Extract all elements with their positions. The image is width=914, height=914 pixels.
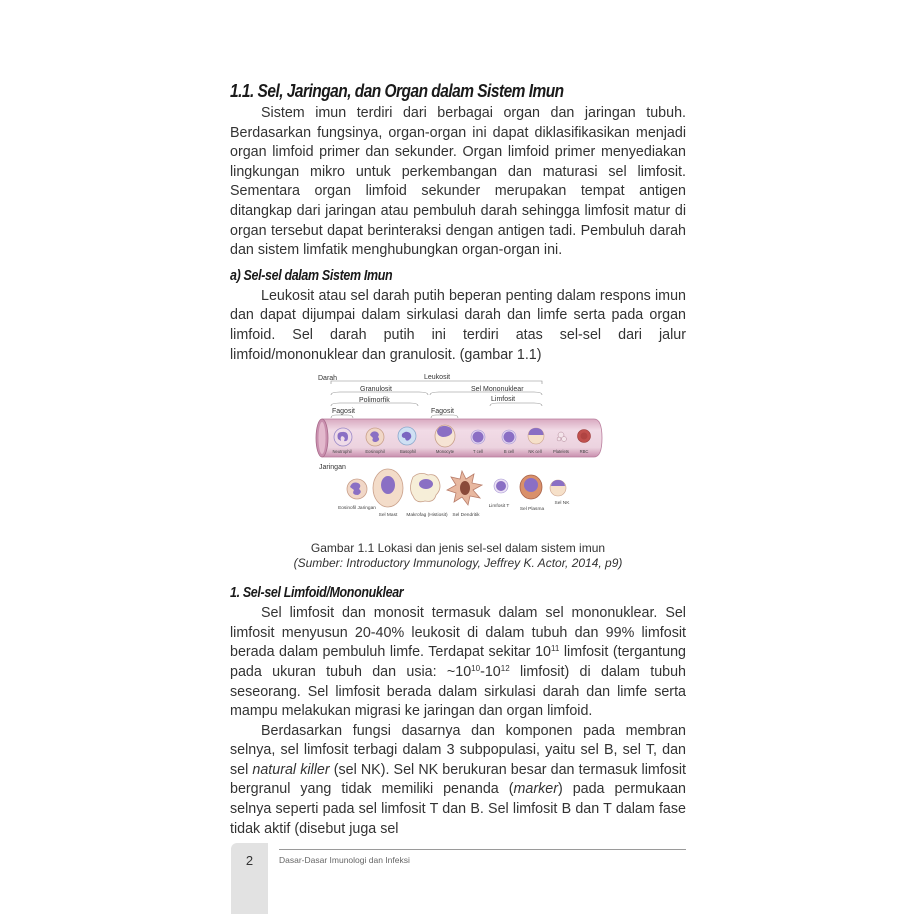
p1-text-a: Sel limfosit dan monosit termasuk dalam sel mononuklear. Sel limfosit menyusun 20-40% leukosit di dalam tubuh dan 99% limfosit berada dalam pembuluh limfe. Terdapat sekitar 10 <box>230 605 686 661</box>
bracket-fagosit-2 <box>431 415 458 418</box>
label-darah: Darah <box>318 375 338 383</box>
label-monocyte: Monocyte <box>435 449 455 455</box>
p1-text-b: limfosit (tergantung pada ukuran tubuh dan usia: ~10 <box>230 644 686 680</box>
figure-caption <box>230 541 686 571</box>
subsection-a-title: a) Sel-sel dalam Sistem Imun <box>230 267 393 284</box>
bracket-fagosit-1 <box>331 415 353 418</box>
cell-monocyte <box>435 425 455 447</box>
label-limfosit: Limfosit <box>491 396 516 404</box>
cell-neutrophil <box>334 428 352 446</box>
p2-text-b: (sel NK). Sel NK berukuran besar dan termasuk limfosit bergranul yang tidak memiliki penanda ( <box>230 761 686 798</box>
cell-makrofag <box>411 474 441 502</box>
label-fagosit-2: Fagosit <box>431 408 454 416</box>
label-eosinofil-jaringan: Eosinofil Jaringan <box>338 506 376 512</box>
cell-nk-cell <box>528 428 544 444</box>
label-rbc: RBC <box>579 449 589 455</box>
bracket-leukosit <box>331 381 542 384</box>
cell-eosinofil-jaringan <box>347 479 367 499</box>
label-granulosit: Granulosit <box>360 386 392 394</box>
caption-text: Gambar 1.1 Lokasi dan jenis sel-sel dalam sistem imun <box>310 541 606 556</box>
cell-dendritik <box>447 471 482 505</box>
label-eosinophil: Eosinophil <box>365 449 385 455</box>
tissue-cell-labels <box>338 500 570 518</box>
exponent-12: 12 <box>500 663 510 673</box>
p1-text-c: -10 <box>480 663 501 680</box>
label-sel-dendritik: Sel Dendritik <box>452 513 480 519</box>
label-sel-mononuklear: Sel Mononuklear <box>471 386 524 394</box>
subsection-1-paragraph-2 <box>230 722 686 840</box>
cell-rbc <box>578 430 591 443</box>
bracket-limfosit <box>490 403 542 406</box>
cell-sel-mast <box>373 469 403 507</box>
p2-text-a: Berdasarkan fungsi dasarnya dan komponen pada membran selnya, sel limfosit terbagi dalam 3 subpopulasi, yaitu sel B, sel T, dan sel <box>230 722 686 778</box>
subsection-1-paragraph-1 <box>230 604 686 722</box>
label-limfosit-t: Limfosit T <box>488 504 510 510</box>
figure-immune-cells <box>230 371 686 541</box>
p2-italic-marker: marker <box>513 781 558 798</box>
subsection-a-paragraph: Leukosit atau sel darah putih beperan penting dalam respons imun dan dapat dijumpai dalam sirkulasi darah dan limfe serta pada organ limfoid. Sel darah putih ini terdiri atas sel-sel dari jalur limfoid/mononuklear dan granulosit. (gambar 1.1) <box>230 287 686 363</box>
label-neutrophil: Neutrophil <box>332 449 352 455</box>
cell-basophil <box>398 427 416 445</box>
label-nk-cell: NK cell <box>528 449 542 455</box>
label-sel-mast: Sel Mast <box>378 513 398 519</box>
subsection-1-title: 1. Sel-sel Limfoid/Mononuklear <box>230 585 404 602</box>
footer-divider <box>279 849 686 850</box>
label-basophil: Basophil <box>399 449 417 455</box>
p2-text-c: ) pada permukaan selnya seperti pada sel limfosit T dan B. Sel limfosit B dan T dalam fase tidak aktif (disebut juga sel <box>230 781 686 837</box>
p1-text-d: limfosit) di dalam tubuh seseorang. Sel limfosit berada dalam sirkulasi darah dan limfe serta mampu melakukan migrasi ke jaringan dan organ limfoid. <box>230 663 686 720</box>
cell-limfosit-t <box>494 479 508 493</box>
section-paragraph: Sistem imun terdiri dari berbagai organ dan jaringan tubuh. Berdasarkan fungsinya, organ-organ ini dapat diklasifikasikan menjadi organ limfoid primer dan sekunder. Organ limfoid primer menyediakan lingkungan mikro untuk perkembangan dan maturasi sel limfosit. Sementara organ limfoid sekunder merupakan tempat antigen ditangkap dari jaringan atau pembuluh darah sehingga limfosit matur di organ tersebut dapat berinteraksi dengan antigen tadi. Pembuluh darah dan sistem limfatik menghubungkan organ-organ ini. <box>230 105 686 259</box>
section-title: 1.1. Sel, Jaringan, dan Organ dalam Sistem Imun <box>230 81 564 101</box>
page-number: 2 <box>245 853 254 868</box>
footer-book-title: Dasar-Dasar Imunologi dan Infeksi <box>279 855 410 865</box>
document-page <box>230 78 686 839</box>
exponent-10: 10 <box>471 663 481 673</box>
exponent-11: 11 <box>551 644 560 654</box>
cell-t-cell <box>471 430 485 444</box>
caption-source: (Sumber: Introductory Immunology, Jeffrey K. Actor, 2014, p9) <box>293 556 623 571</box>
page-number-tab <box>231 843 268 914</box>
label-jaringan: Jaringan <box>319 464 346 472</box>
cell-eosinophil <box>366 428 384 446</box>
label-polimorfik: Polimorfik <box>359 397 390 405</box>
p2-italic-natural-killer: natural killer <box>252 761 330 778</box>
label-makrofag: Makrofag (Histiosit) <box>406 513 448 519</box>
label-fagosit-1: Fagosit <box>332 408 355 416</box>
label-leukosit: Leukosit <box>424 374 451 382</box>
cell-plasma <box>520 475 542 499</box>
label-b-cell: B cell <box>503 449 515 455</box>
label-t-cell: T cell <box>473 449 483 455</box>
cell-nk-jaringan <box>550 480 566 496</box>
label-sel-plasma: Sel Plasma <box>519 507 545 513</box>
immune-cells-diagram <box>230 371 686 541</box>
label-sel-nk: Sel NK <box>554 501 570 507</box>
cell-b-cell <box>502 430 516 444</box>
label-platelets: Platelets <box>552 449 570 455</box>
